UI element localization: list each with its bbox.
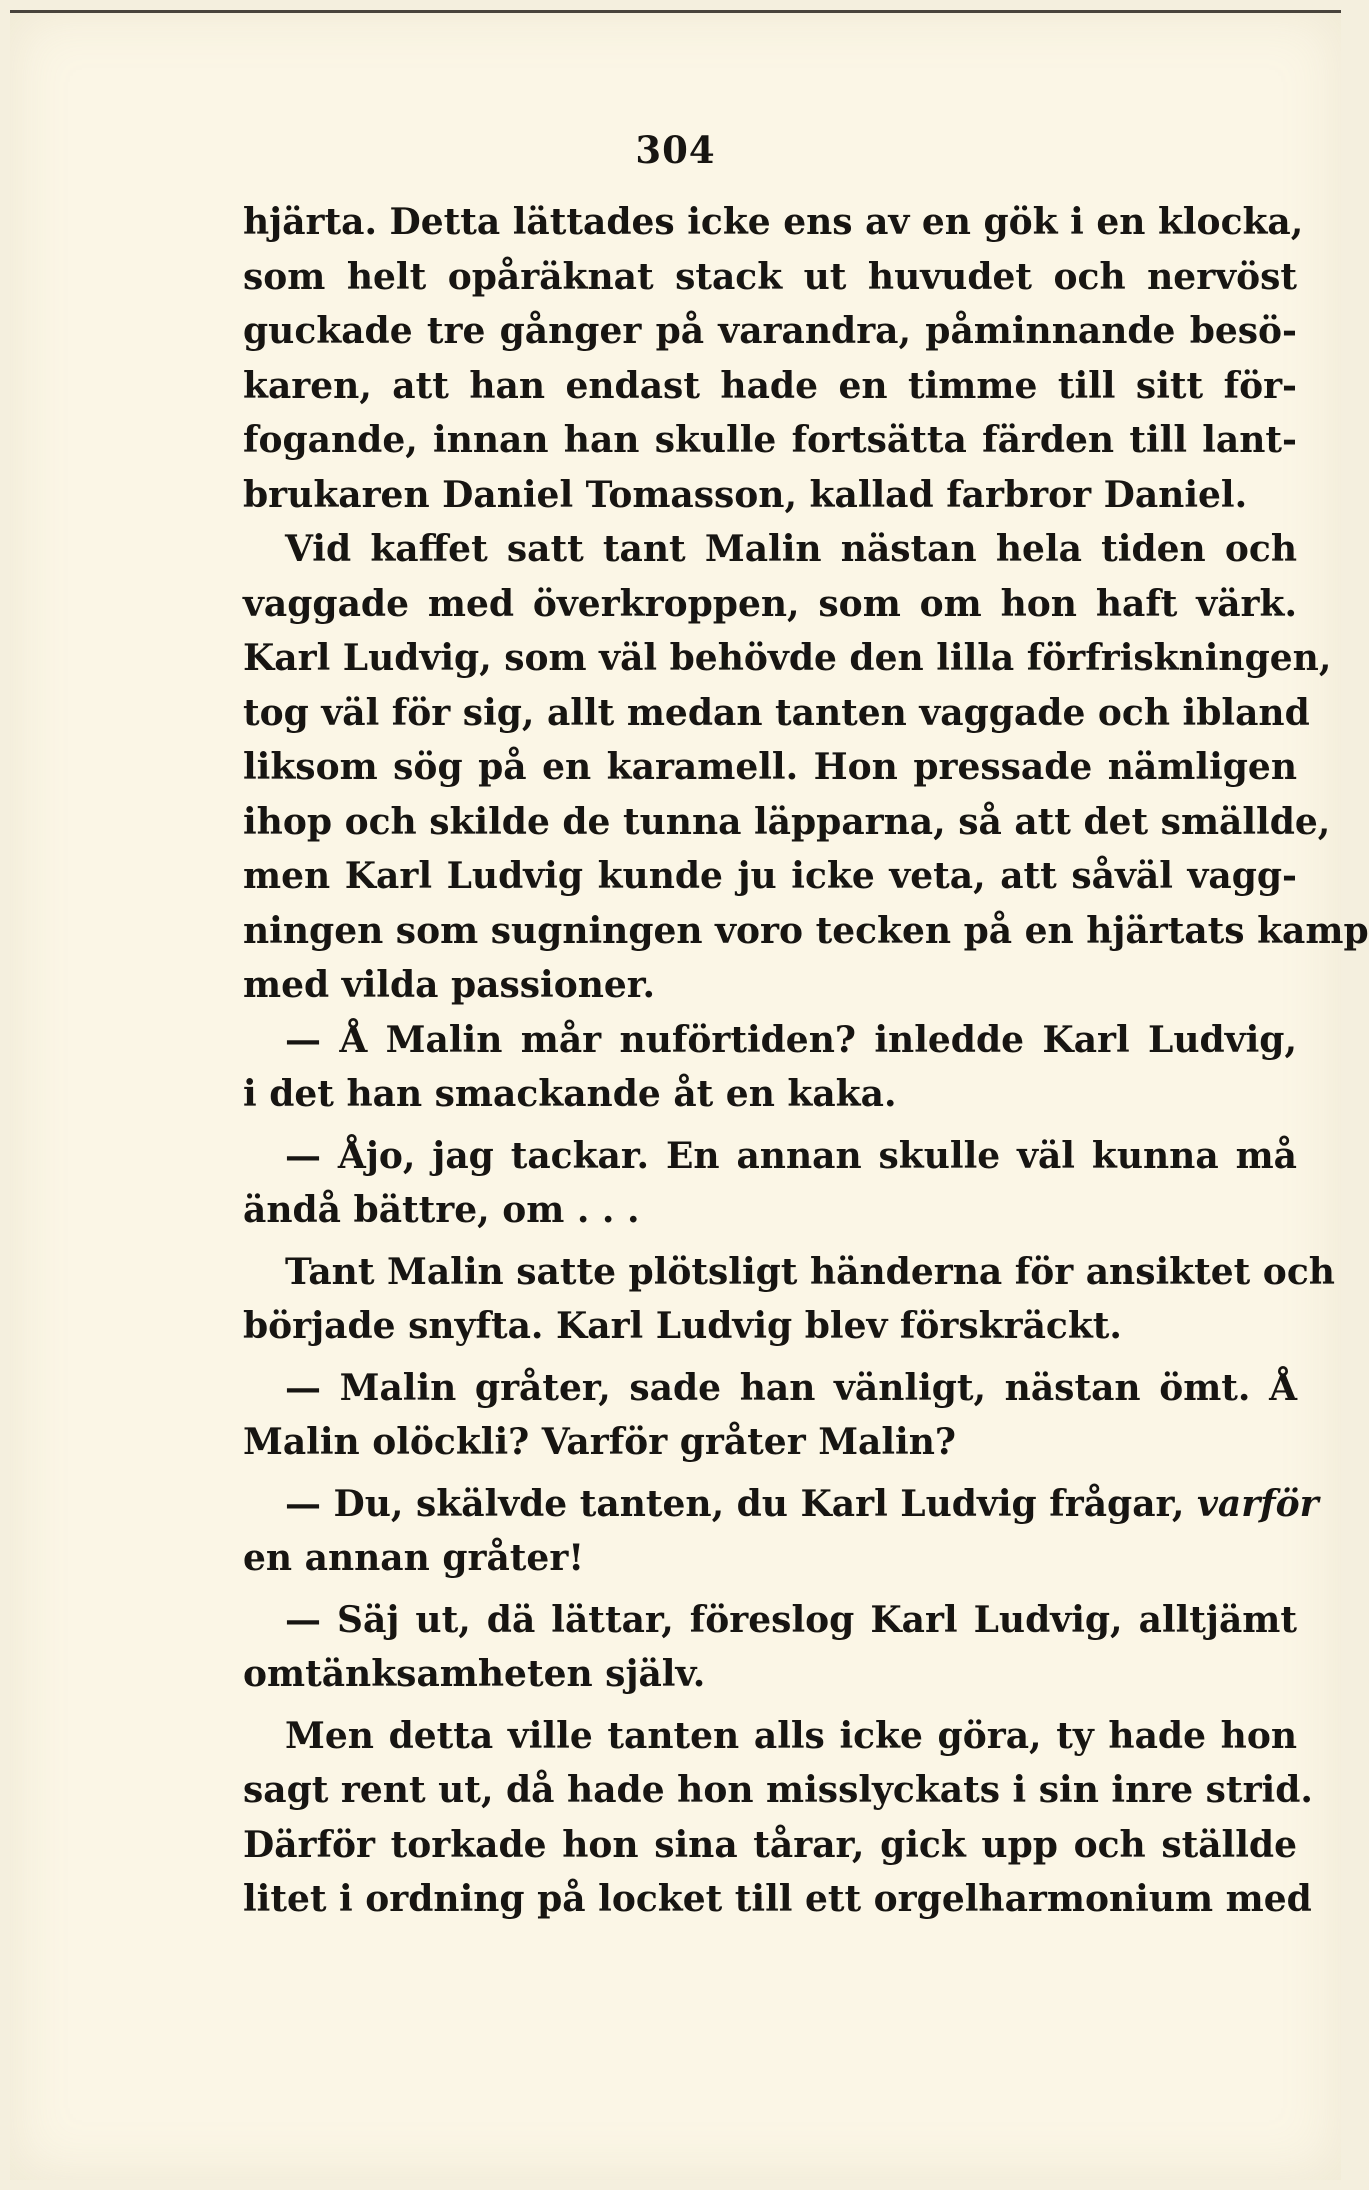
text-line: Karl Ludvig, som väl behövde den lilla förfriskningen,: [243, 637, 1332, 679]
text-line: guckade tre gånger på varandra, påminnande besö-: [243, 310, 1297, 352]
text-line: tog väl för sig, allt medan tanten vaggade och ibland: [243, 691, 1310, 734]
text-line: vaggade med överkroppen, som om hon haft värk.: [243, 582, 1297, 625]
text-line: brukaren Daniel Tomasson, kallad farbror Daniel.: [243, 473, 1248, 516]
text-line: i det han smackande åt en kaka.: [243, 1073, 897, 1115]
body-text: [243, 195, 1369, 1927]
text-line: en annan gråter!: [243, 1537, 585, 1579]
text-line: ihop och skilde de tunna läpparna, så att det smällde,: [243, 800, 1331, 843]
text-line: karen, att han endast hade en timme till sitt för-: [243, 364, 1297, 407]
text-line: — Åjo, jag tackar. En annan skulle väl kunna må: [285, 1134, 1297, 1177]
text-line: Tant Malin satte plötsligt händerna för ansiktet och: [285, 1250, 1335, 1293]
text-line: ningen som sugningen voro tecken på en hjärtats kamp: [243, 909, 1369, 952]
text-line: — Säj ut, dä lättar, föreslog Karl Ludvig, alltjämt: [285, 1598, 1297, 1641]
text-line: — Malin gråter, sade han vänligt, nästan ömt. Å: [285, 1366, 1297, 1409]
text-line: Vid kaffet satt tant Malin nästan hela tiden och: [285, 528, 1297, 570]
text-span: — Du, skälvde tanten, du Karl Ludvig frågar,: [285, 1482, 1185, 1525]
text-line: Men detta ville tanten alls icke göra, ty hade hon: [285, 1714, 1297, 1757]
text-line: liksom sög på en karamell. Hon pressade nämligen: [243, 746, 1297, 788]
page-number: 304: [635, 128, 716, 172]
text-line: fogande, innan han skulle fortsätta färden till lant-: [243, 419, 1297, 461]
text-line: litet i ordning på locket till ett orgelharmonium med: [243, 1878, 1312, 1920]
emphasized-word: varför: [1196, 1482, 1319, 1525]
text-line: med vilda passioner.: [243, 964, 655, 1006]
text-line: började snyfta. Karl Ludvig blev förskräckt.: [243, 1305, 1122, 1347]
book-page: [10, 10, 1369, 2180]
text-line: men Karl Ludvig kunde ju icke veta, att såväl vagg-: [243, 855, 1297, 897]
text-line: — Å Malin mår nuförtiden? inledde Karl Ludvig,: [285, 1018, 1297, 1061]
text-line: Malin olöckli? Varför gråter Malin?: [243, 1421, 956, 1463]
text-line: sagt rent ut, då hade hon misslyckats i sin inre strid.: [243, 1769, 1313, 1811]
text-line: [243, 1477, 1319, 1532]
text-line: omtänksamheten själv.: [243, 1653, 706, 1695]
text-line: hjärta. Detta lättades icke ens av en gök i en klocka,: [243, 201, 1304, 243]
top-edge-rule: [10, 10, 1341, 13]
text-line: Därför torkade hon sina tårar, gick upp och ställde: [243, 1823, 1297, 1866]
text-line: som helt opåräknat stack ut huvudet och nervöst: [243, 255, 1297, 298]
text-line: ändå bättre, om . . .: [243, 1189, 640, 1231]
